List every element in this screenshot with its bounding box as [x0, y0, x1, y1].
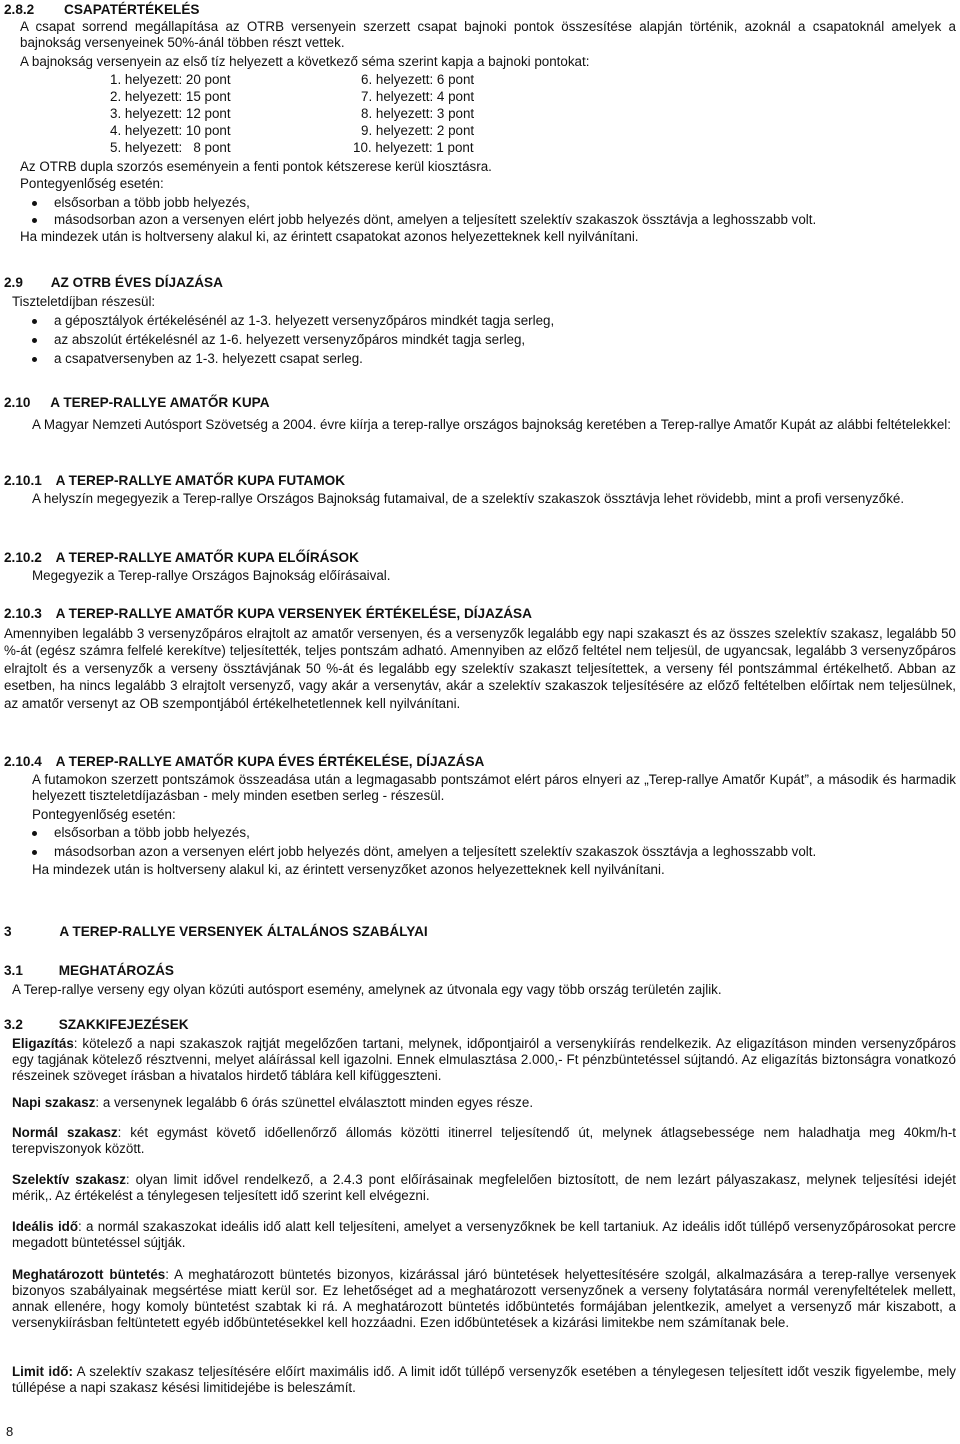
section-heading-2-10-3: [4, 606, 532, 622]
definition-item: [12, 1219, 956, 1251]
section-number: 2.8.2: [4, 2, 35, 17]
bullet-item: a géposztályok értékelésénél az 1-3. helyezett versenyzőpáros mindkét tagja serleg,: [54, 313, 554, 329]
bullet-icon: [32, 357, 37, 362]
section-title: SZAKKIFEJEZÉSEK: [58, 1017, 189, 1032]
section-heading-3-2: [4, 1017, 189, 1033]
paragraph: A Terep-rallye verseny egy olyan közúti autósport esemény, amelynek az útvonala egy vagy több ország területén zajlik.: [12, 982, 722, 997]
definition-term: Normál szakasz: [12, 1125, 118, 1140]
definition-term: Szelektív szakasz: [12, 1172, 126, 1187]
section-title: MEGHATÁROZÁS: [58, 963, 174, 978]
definition-term: Meghatározott büntetés: [12, 1267, 166, 1282]
tie-label: Pontegyenlőség esetén:: [32, 807, 176, 822]
bullet-icon: [32, 201, 37, 206]
bullet-item: másodsorban azon a versenyen elért jobb helyezés dönt, amelyen a teljesített szelektív szakaszok össztávja a leghosszabb volt.: [54, 212, 816, 228]
points-item: 2. helyezett: 15 pont: [110, 89, 231, 104]
section-heading-2-10-2: [4, 550, 359, 566]
section-heading-2-9: [4, 275, 223, 291]
paragraph: A csapat sorrend megállapítása az OTRB versenyein szerzett csapat bajnoki pontok összesítése alapján történik, azoknál a csapatoknál amelyek a bajnokság versenyeinek 50%-ánál többen részt vettek.: [20, 19, 956, 50]
section-heading-3-1: [4, 963, 174, 979]
bullet-icon: [32, 850, 37, 855]
points-item: 7. helyezett: 4 pont: [361, 89, 475, 104]
definition-text: A szelektív szakasz teljesítésére előírt maximális idő. A limit időt túllépő versenyzők esetében a ténylegesen teljesített időt veszik figyelembe, mely túllépése a napi szakasz késési limitidejébe is beleszámít.: [12, 1364, 956, 1395]
points-column-right: [353, 72, 474, 157]
section-number: 2.10.1: [4, 473, 42, 488]
definition-term: Eligazítás: [12, 1036, 74, 1051]
bullet-item: a csapatversenyben az 1-3. helyezett csapat serleg.: [54, 351, 363, 367]
bullet-icon: [32, 319, 37, 324]
paragraph: Az OTRB dupla szorzós eseményein a fenti pontok kétszerese kerül kiosztásra.: [20, 159, 492, 174]
bullet-icon: [32, 831, 37, 836]
page-number: 8: [6, 1424, 14, 1439]
section-heading-2-10: [4, 395, 270, 411]
definition-item: [12, 1095, 956, 1111]
paragraph: Tiszteletdíjban részesül:: [12, 294, 156, 309]
section-title: A TEREP-RALLYE VERSENYEK ÁLTALÁNOS SZABÁLYAI: [59, 924, 428, 939]
section-title: A TEREP-RALLYE AMATŐR KUPA: [50, 395, 270, 410]
definition-term: Napi szakasz: [12, 1095, 96, 1110]
section-number: 3.1: [4, 963, 23, 978]
paragraph: Ha mindezek után is holtverseny alakul ki, az érintett csapatokat azonos helyezetteknek kell nyilvánítani.: [20, 229, 639, 244]
section-title: CSAPATÉRTÉKELÉS: [64, 2, 200, 17]
points-column-left: [110, 72, 231, 157]
definition-text: : két egymást követő időellenőrző állomás közötti itinerrel teljesítendő út, melynek átlagsebessége nem haladhatja meg 40km/h-t terepviszonyok között.: [12, 1125, 957, 1156]
definition-item: [12, 1172, 956, 1204]
section-number: 2.9: [4, 275, 23, 290]
section-title: A TEREP-RALLYE AMATŐR KUPA ÉVES ÉRTÉKELÉSE, DÍJAZÁSA: [55, 754, 485, 769]
section-title: A TEREP-RALLYE AMATŐR KUPA ELŐÍRÁSOK: [55, 550, 359, 565]
section-number: 3.2: [4, 1017, 23, 1032]
section-number: 2.10: [4, 395, 31, 410]
points-item: 1. helyezett: 20 pont: [110, 72, 231, 87]
bullet-item: elsősorban a több jobb helyezés,: [54, 195, 250, 211]
definition-item: [12, 1036, 956, 1084]
section-title: AZ OTRB ÉVES DÍJAZÁSA: [50, 275, 223, 290]
section-heading-2-10-4: [4, 754, 484, 770]
paragraph: A helyszín megegyezik a Terep-rallye Országos Bajnokság futamaival, de a szelektív szakaszok össztávja lehet rövidebb, mint a profi versenyzőké.: [32, 491, 905, 506]
definition-text: : kötelező a napi szakaszok rajtját megelőzően tartani, melynek, időpontjairól a versenykiírás rendelkezik. Az eligazításon minden versenyzőpáros egy tagjának kötelező résztvenni, melyet aláírással kell igazolni. Ennek elmulasztása 2.000,- Ft pénzbüntetéssel sújtandó. Az eligazítás biztonságra vonatkozó részeinek szöveget írásban a hivatalos hirdető táblára kell kifüggeszteni.: [12, 1036, 956, 1083]
section-title: A TEREP-RALLYE AMATŐR KUPA VERSENYEK ÉRTÉKELÉSE, DÍJAZÁSA: [55, 606, 532, 621]
points-item: 3. helyezett: 12 pont: [110, 106, 231, 121]
definition-text: : a versenynek legalább 6 órás szünettel elválasztott minden egyes része.: [95, 1095, 534, 1110]
tie-label: Pontegyenlőség esetén:: [20, 176, 164, 191]
points-item: 5. helyezett: 8 pont: [110, 140, 231, 155]
points-item: 8. helyezett: 3 pont: [361, 106, 475, 121]
section-number: 2.10.2: [4, 550, 42, 565]
section-number: 2.10.3: [4, 606, 42, 621]
bullet-item: az abszolút értékelésnél az 1-6. helyezett versenyzőpáros mindkét tagja serleg,: [54, 332, 525, 348]
bullet-item: másodsorban azon a versenyen elért jobb helyezés dönt, amelyen a teljesített szelektív szakaszok össztávja a leghosszabb volt.: [54, 844, 816, 860]
points-item: 9. helyezett: 2 pont: [361, 123, 475, 138]
bullet-icon: [32, 338, 37, 343]
paragraph: Megegyezik a Terep-rallye Országos Bajnokság előírásaival.: [32, 568, 391, 583]
definition-text: : A meghatározott büntetés bizonyos, kizárással járó büntetések helyettesítésére szolgál, alkalmazására a terep-rallye versenyek bizonyos szabályainak megsértése miatt kerül sor. Ez lehetőséget ad a meghatározott versenyzőnek a verseny folytatására normál verenyfeltételek mellett, annak ellenére, hogy komoly büntetést szabtak ki rá. A meghatározott büntetés időbüntetés formájában jelentkezik, amelyet a versenyző már kiszabott, a versenykiírásban feltüntetett egyéb időbüntetésekkel kell hozzáadni. Ezen időbüntetések a kizárási limitekbe nem számítanak bele.: [12, 1267, 956, 1330]
bullet-icon: [32, 218, 37, 223]
paragraph: A bajnokság versenyein az első tíz helyezett a következő séma szerint kapja a bajnoki pontokat:: [20, 54, 590, 69]
section-number: 2.10.4: [4, 754, 42, 769]
paragraph: A Magyar Nemzeti Autósport Szövetség a 2004. évre kiírja a terep-rallye országos bajnokság keretében a Terep-rallye Amatőr Kupát az alábbi feltételekkel:: [32, 417, 951, 432]
section-heading-2-8-2: [4, 2, 199, 18]
bullet-item: elsősorban a több jobb helyezés,: [54, 825, 250, 841]
definition-item: [12, 1267, 956, 1331]
definition-text: : a normál szakaszokat ideális idő alatt kell teljesíteni, amelyet a versenyzőknek be kell tartaniuk. Az ideális időt túllépő versenyzőpárosokat percre megadott büntetéssel sújtják.: [12, 1219, 956, 1250]
section-heading-2-10-1: [4, 473, 345, 489]
paragraph: A futamokon szerzett pontszámok összeadása után a legmagasabb pontszámot elért páros elnyeri az „Terep-rallye Amatőr Kupát”, a második és harmadik helyezett tiszteletdíjazásban - mely minden esetben serleg - részesül.: [32, 772, 956, 803]
paragraph: Amennyiben legalább 3 versenyzőpáros elrajtolt az amatőr versenyen, és a versenyzők legalább egy napi szakaszt és az összes szelektív szakasz, legalább 50 %-át (egész számra felfelé kerekítve) teljesítették, teljes pontszám adható. Amennyiben az előző feltétel nem teljesül, de ugyancsak, legalább 3 versenyzőpáros elrajtolt és a versenyzők a verseny össztávjának 50 %-át és legalább egy szelektív szakaszt teljesítettek, a verseny fél pontszámmal értékelhető. Abban az esetben, ha nincs legalább 3 elrajtolt versenyző, vagy akár a versenytáv, akár a szelektív szakaszok teljesítésére az előző feltételben előírtak nem teljesülnek, az amatőr versenyt az OB szempontjából értékelhetetlennek kell nyilvánítani.: [4, 626, 956, 711]
definition-term: Ideális idő: [12, 1219, 79, 1234]
section-title: A TEREP-RALLYE AMATŐR KUPA FUTAMOK: [55, 473, 346, 488]
definition-item: [12, 1364, 956, 1396]
section-heading-3: [4, 924, 428, 940]
definition-item: [12, 1125, 956, 1157]
points-item: 4. helyezett: 10 pont: [110, 123, 231, 138]
definition-text: : olyan limit idővel rendelkező, a 2.4.3 pont előírásainak megfelelően biztosított, de nem lezárt pályaszakasz, melynek teljesítési idejét mérik,. Az értékelést a ténylegesen teljesített idő szerint kell elvégezni.: [12, 1172, 956, 1203]
paragraph: Ha mindezek után is holtverseny alakul ki, az érintett versenyzőket azonos helyezetteknek kell nyilvánítani.: [32, 862, 665, 877]
points-item: 10. helyezett: 1 pont: [353, 140, 474, 155]
definition-term: Limit idő:: [12, 1364, 73, 1379]
section-number: 3: [4, 924, 12, 939]
points-item: 6. helyezett: 6 pont: [361, 72, 475, 87]
